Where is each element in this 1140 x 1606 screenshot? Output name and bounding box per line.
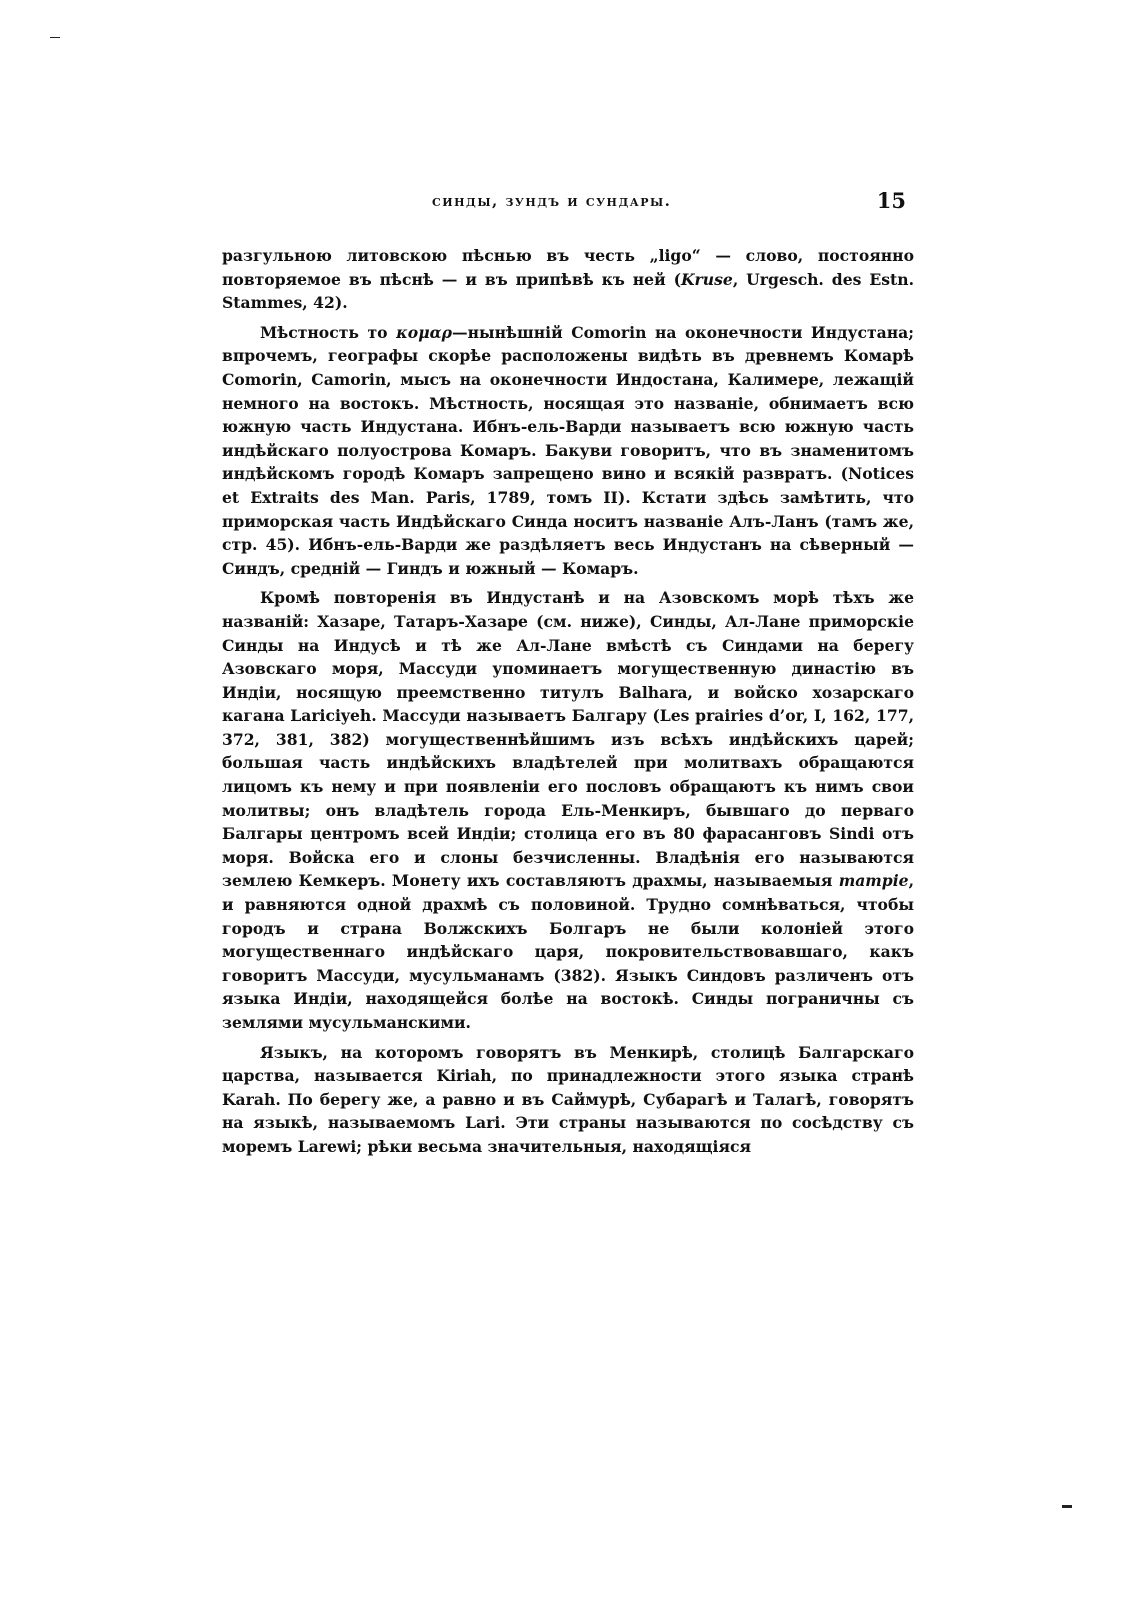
scan-mark-top-left (50, 37, 60, 38)
text-run: Кромѣ повторенія въ Индустанѣ и на Азовскомъ морѣ тѣхъ же названій: Хазаре, Татаръ-Хазаре (см. ниже), Синды, Ал-Ланe приморскіе Синды на Индусѣ и тѣ же Ал-Ланe вмѣстѣ съ Синдами на берегу Азовскаго моря, Массуди упоминаетъ могущественную династію въ Индіи, носящую преемственно титулъ Balhara, и войско хозарскаго кагана Lariciyeh. Массуди называетъ Балгару (Les prairies d’or, I, 162, 177, 372, 381, 382) могущественнѣйшимъ изъ всѣхъ индѣйскихъ царей; большая часть индѣйскихъ владѣтелей при молитвахъ обращаются лицомъ къ нему и при появленіи его пословъ обращаютъ къ нимъ свои молитвы; онъ владѣтель города Ель-Менкиръ, бывшаго до перваго Балгары центромъ всей Индіи; столица его въ 80 фарасанговъ Sindi отъ моря. Войска его и слоны безчисленны. Владѣнія его называются землею Кемкеръ. Монету ихъ составляютъ драхмы, называемыя (222, 588, 914, 891)
running-head (222, 188, 912, 222)
paragraph (222, 244, 914, 315)
paragraph (222, 586, 914, 1034)
italic-text: Kruse (681, 269, 733, 289)
text-run: , и равняются одной драхмѣ съ половиной. Трудно сомнѣваться, чтобы городъ и страна Волжскихъ Болгаръ не были колоніей этого могущественнаго индѣйскаго царя, покровительствовавшаго, какъ говоритъ Массуди, мусульманамъ (382). Языкъ Синдовъ различенъ отъ языка Индіи, находящейся болѣе на востокѣ. Синды пограничны съ землями мусульманскими. (222, 871, 914, 1032)
body-text (222, 244, 914, 1159)
italic-text: κομαρ (396, 322, 452, 342)
italic-text: татріе (838, 871, 909, 891)
paragraph (222, 1041, 914, 1159)
text-run: Мѣстность то (260, 322, 397, 342)
text-run: Языкъ, на которомъ говорятъ въ Менкирѣ, столицѣ Балгарскаго царства, называется Kiriah, по принадлежности этого языка странѣ Karah. По берегу же, а равно и въ Саймурѣ, Субарагѣ и Талагѣ, говорятъ на языкѣ, называемомъ Lari. Эти страны называются по сосѣдству съ моремъ Larewi; рѣки весьма значительныя, находящіяся (222, 1042, 914, 1156)
text-run: —нынѣшній Comorin на оконечности Индустана; впрочемъ, географы скорѣе расположены видѣть въ древнемъ Комарѣ Comorin, Camorin, мысъ на оконечности Индостана, Калимере, лежащій немного на востокъ. Мѣстность, носящая это названіе, обнимаетъ всю южную часть Индустана. Ибнъ-ель-Варди называетъ всю южную часть индѣйскаго полуострова Комаръ. Бакуви говоритъ, что въ знаменитомъ индѣйскомъ городѣ Комаръ запрещено вино и всякій развратъ. (Notices et Extraits des Man. Paris, 1789, томъ II). Кстати здѣсь замѣтить, что приморская часть Индѣйскаго Синда носитъ названіе Алъ-Ланъ (тамъ же, стр. 45). Ибнъ-ель-Варди же раздѣляетъ весь Индустанъ на сѣверный — Синдъ, средній — Гиндъ и южный — Комаръ. (222, 322, 914, 578)
scan-mark-bottom-right (1062, 1505, 1072, 1508)
text-run: , Urgesch. des Estn. Stammes, 42). (222, 269, 914, 313)
paragraph (222, 321, 914, 581)
page-number: 15 (876, 188, 906, 213)
running-title: синды, зундъ и сундары. (432, 192, 672, 210)
text-run: разгульною литовскою пѣснью въ честь „ligo“ — слово, постоянно повторяемое въ пѣснѣ — и въ припѣвѣ къ ней ( (222, 246, 914, 289)
